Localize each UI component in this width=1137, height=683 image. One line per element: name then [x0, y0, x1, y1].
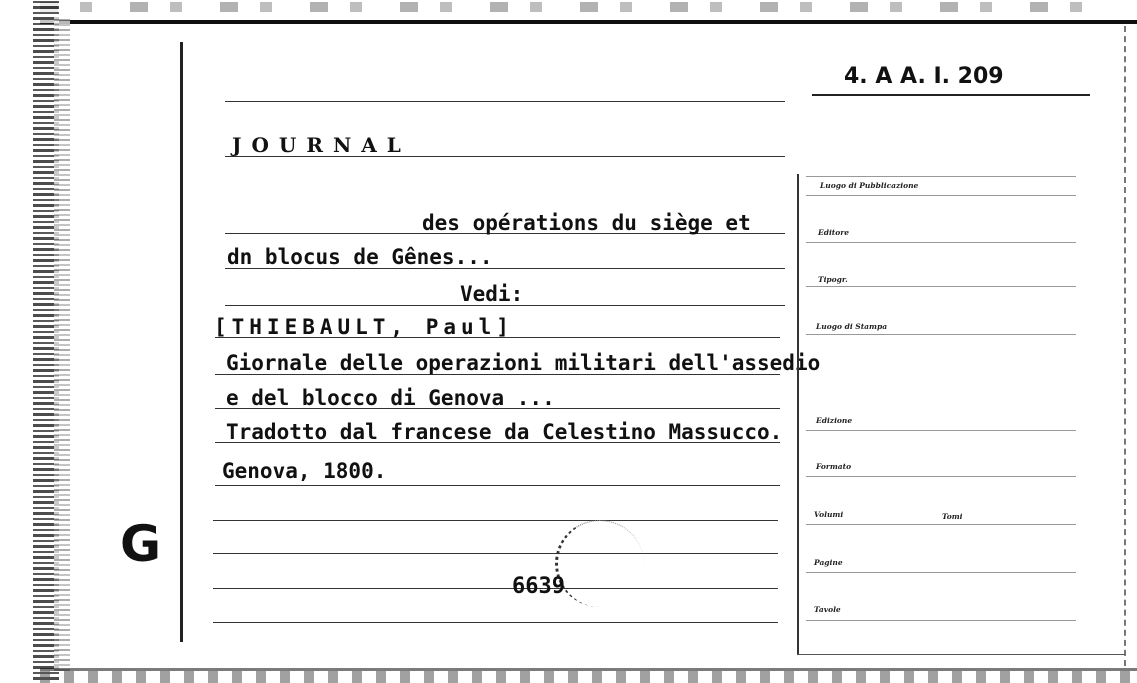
ruled-line — [215, 485, 780, 486]
card-left-strip-inner — [54, 16, 70, 671]
italian-title-line-1: Giornale delle operazioni militari dell'assedio — [226, 351, 821, 375]
title-line-1: des opérations du siège et — [422, 211, 751, 235]
field-label-tavole: Tavole — [814, 605, 841, 614]
scan-noise-top — [40, 2, 1120, 12]
shelfmark: 4. A A. I. 209 — [844, 64, 1004, 89]
field-label-pagine: Pagine — [814, 558, 843, 567]
italian-title-line-2: e del blocco di Genova ... — [226, 386, 555, 410]
ruled-line — [213, 553, 778, 554]
field-label-edizione: Edizione — [816, 416, 853, 425]
form-rule — [806, 476, 1076, 477]
library-stamp — [555, 520, 644, 607]
title-line-2: dn blocus de Gênes... — [227, 245, 493, 269]
ruled-line — [225, 101, 785, 102]
field-label-volumi: Volumi — [814, 510, 844, 519]
card-heading: JOURNAL — [232, 133, 411, 157]
translator-line: Tradotto dal francese da Celestino Massucco. — [226, 420, 783, 444]
field-label-editore: Editore — [818, 228, 849, 237]
card-right-edge — [1124, 26, 1137, 666]
form-rule — [806, 430, 1076, 431]
form-rule — [806, 176, 1076, 177]
imprint: Genova, 1800. — [222, 459, 387, 483]
form-box-border — [797, 174, 799, 654]
form-rule — [806, 620, 1076, 621]
card-bottom-edge — [40, 668, 1137, 683]
form-rule — [806, 334, 1076, 335]
ruled-line — [213, 622, 778, 623]
form-rule — [806, 572, 1076, 573]
field-label-luogo-pubblicazione: Luogo di Pubblicazione — [820, 181, 919, 190]
author-name: [THIEBAULT, Paul] — [214, 315, 514, 339]
class-letter: G — [120, 515, 162, 573]
field-label-tomi: Tomi — [942, 512, 963, 521]
ruled-line — [213, 588, 778, 589]
see-reference-label: Vedi: — [460, 282, 524, 306]
stamp-number: 6639 — [512, 574, 565, 599]
shelfmark-rule — [812, 94, 1090, 96]
left-margin-rule — [180, 42, 183, 642]
field-label-tipogr: Tipogr. — [818, 275, 848, 284]
ruled-line — [213, 520, 778, 521]
field-label-luogo-stampa: Luogo di Stampa — [816, 322, 888, 331]
field-label-formato: Formato — [816, 462, 852, 471]
form-rule — [806, 286, 1076, 287]
form-box-bottom — [797, 654, 1125, 655]
form-rule — [806, 524, 1076, 525]
form-rule — [806, 242, 1076, 243]
form-rule — [806, 195, 1076, 196]
